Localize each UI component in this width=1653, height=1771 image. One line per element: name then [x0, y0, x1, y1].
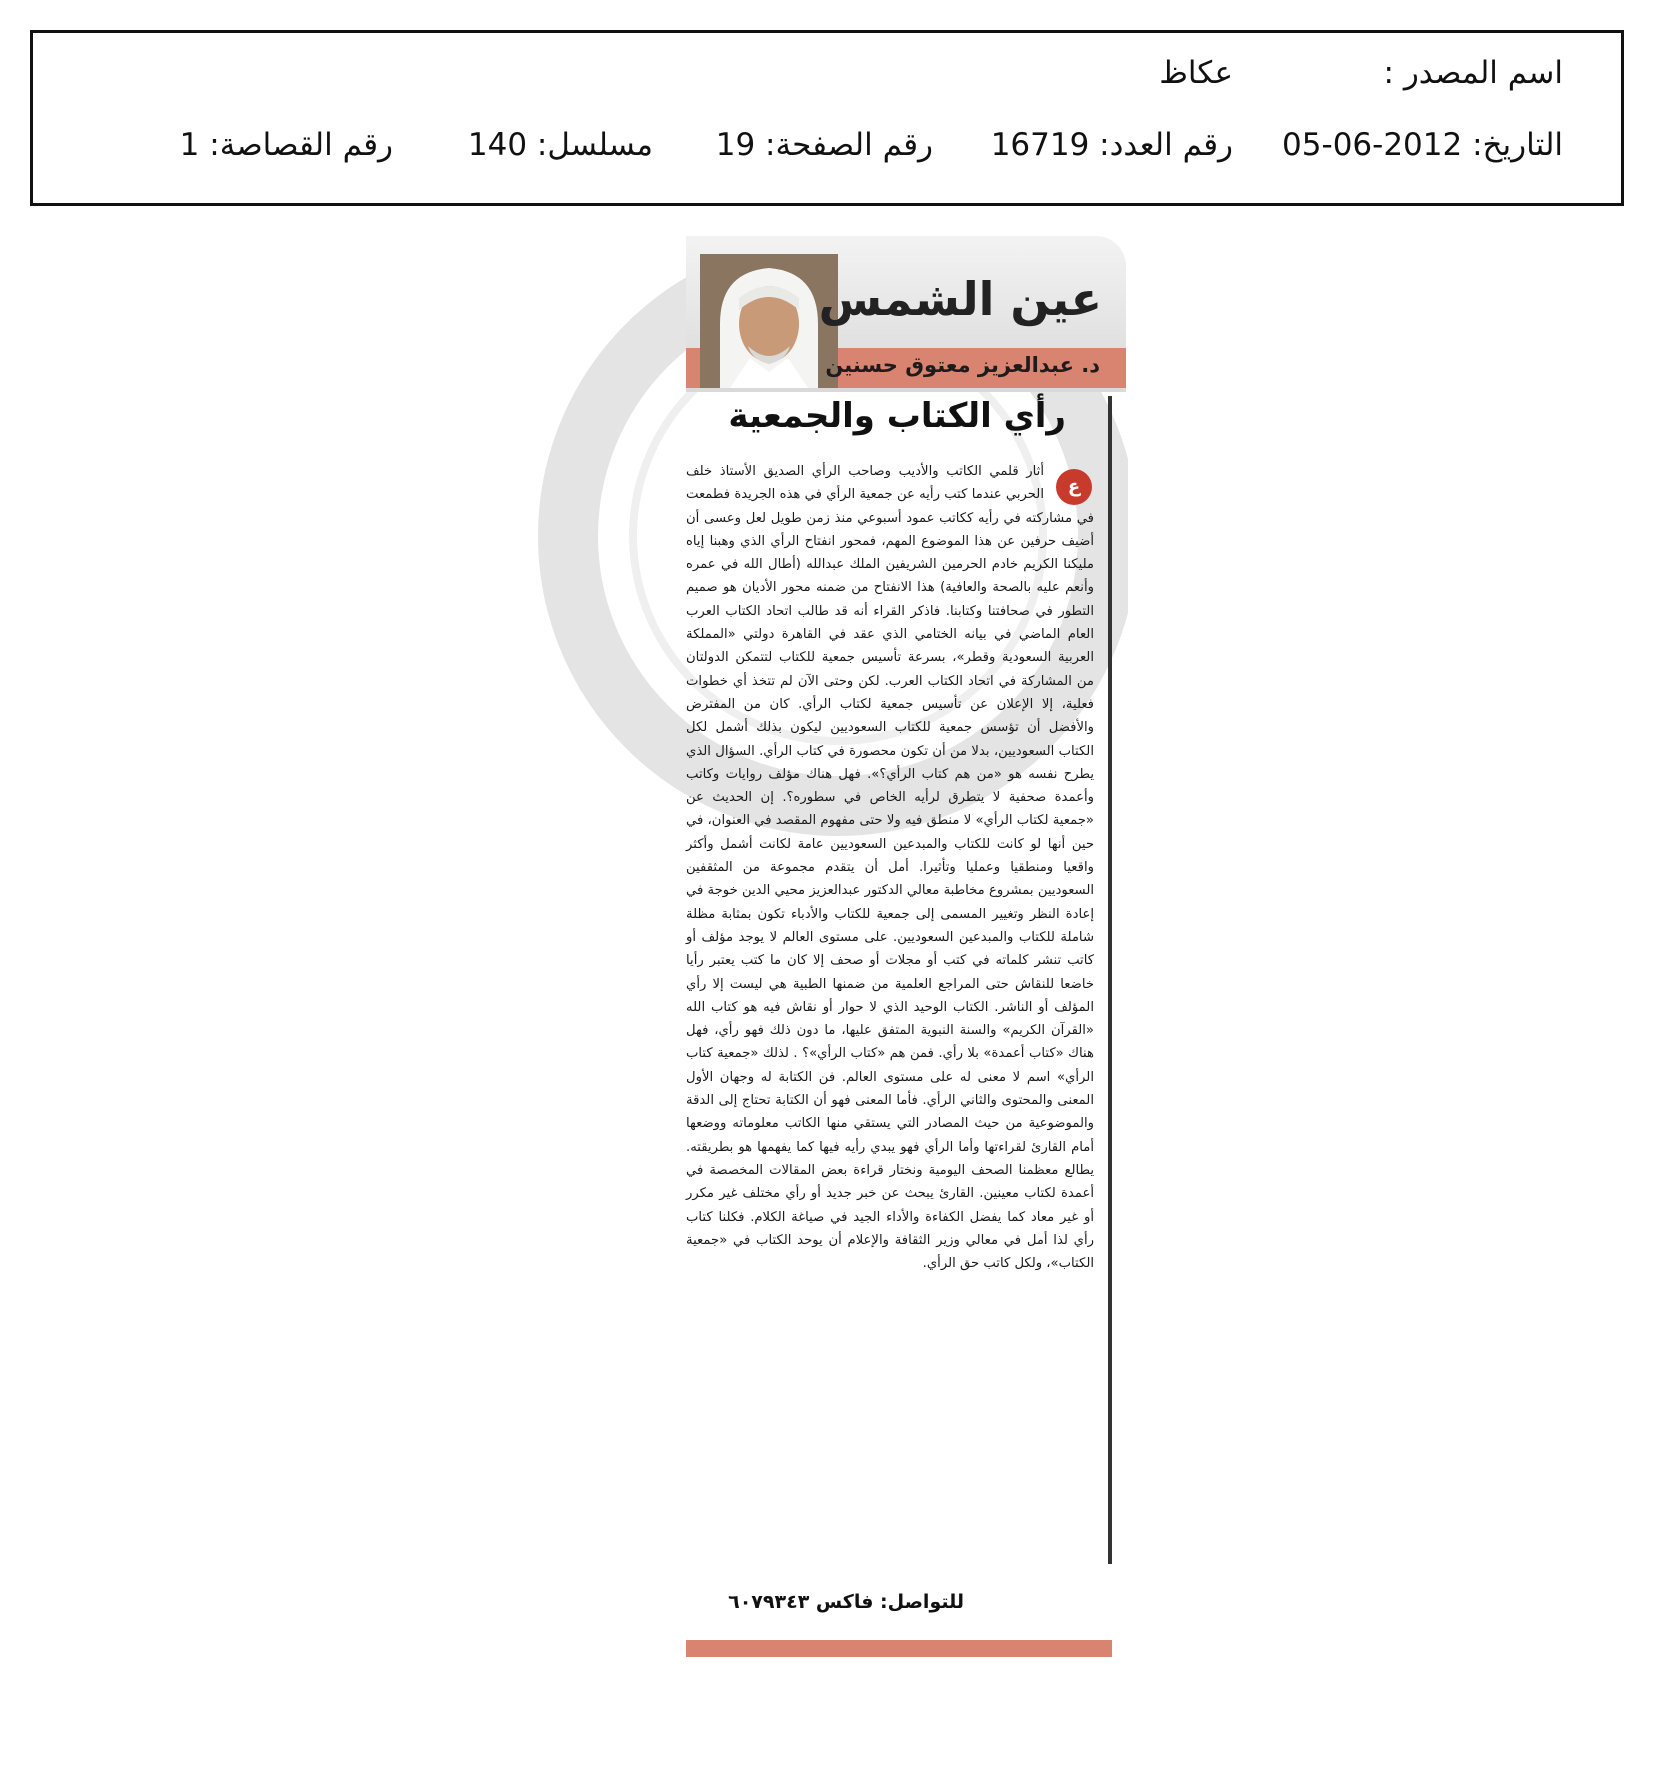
column-name: عين الشمس	[818, 272, 1102, 326]
column-banner	[686, 236, 1126, 392]
serial-field: مسلسل: 140	[467, 127, 653, 163]
source-label: اسم المصدر :	[1383, 55, 1563, 91]
author-photo	[700, 254, 838, 388]
newspaper-clipping	[686, 236, 1126, 1661]
column-rule	[1108, 396, 1112, 1564]
clip-number-field: رقم القصاصة: 1	[179, 127, 393, 163]
contact-fax: للتواصل: فاكس ٦٠٧٩٣٤٣	[728, 1591, 964, 1613]
article-body: أثار قلمي الكاتب والأديب وصاحب الرأي الصديق الأستاذ خلف الحربي عندما كتب رأيه عن جمعية الرأي في هذه الجريدة فطمعت في مشاركته في رأيه ككاتب عمود أسبوعي منذ زمن طويل لعل وعسى أن أضيف حرفين عن هذا الموضوع المهم، فمحور انفتاح الرأي الذي وهبنا إياه مليكنا الكريم خادم الحرمين الشريفين الملك عبدالله (أطال الله في عمره وأنعم عليه بالصحة والعافية) هذا الانفتاح من ضمنه محور الأديان هو صميم التطور في صحافتنا وكتابنا. فاذكر القراء أنه قد طالب اتحاد الكتاب العرب العام الماضي في بيانه الختامي الذي عقد في القاهرة دولتي «المملكة العربية السعودية وقطر»، بسرعة تأسيس جمعية للكتاب لتتمكن الدولتان من المشاركة في اتحاد الكتاب العرب. لكن وحتى الآن لم تتخذ أي خطوات فعلية، إلا الإعلان عن تأسيس جمعية لكتاب الرأي. كان من المفترض والأفضل أن تؤسس جمعية للكتاب السعوديين ليكون بذلك أشمل لكل الكتاب السعوديين، بدلا من أن تكون محصورة في كتاب الرأي. السؤال الذي يطرح نفسه هو «من هم كتاب الرأي؟». فهل هناك مؤلف روايات وكاتب وأعمدة صحفية لا يتطرق لرأيه الخاص في سطوره؟. إن الحديث عن «جمعية لكتاب الرأي» لا منطق فيه ولا حتى مفهوم المقصد في العنوان، في حين أنها لو كانت للكتاب والمبدعين السعوديين عامة لكانت أشمل وأكثر واقعيا ومنطقيا وعمليا وتأثيرا. أمل أن يتقدم مجموعة من المثقفين السعوديين بمشروع مخاطبة معالي الدكتور عبدالعزيز محيي الدين خوجة في إعادة النظر وتغيير المسمى إلى جمعية للكتاب والأدباء تكون بمثابة مظلة شاملة للكتاب والمبدعين السعوديين. على مستوى العالم لا يوجد مؤلف أو كاتب تنشر كلماته في كتب أو مجلات أو صحف إلا كان ما كتب يعتبر رأيا خاضعا للنقاش حتى المراجع العلمية من ضمنها الطبية هي ليست إلا رأي المؤلف أو الناشر. الكتاب الوحيد الذي لا حوار أو نقاش فيه هو كتاب الله «القرآن الكريم» والسنة النبوية المتفق عليها، ما دون ذلك فهو رأي، فهل هناك «كتاب أعمدة» بلا رأي. فمن هم «كتاب الرأي»؟ . لذلك «جمعية كتاب الرأي» اسم لا معنى له على مستوى العالم. فن الكتابة له وجهان الأول المعنى والمحتوى والثاني الرأي. فأما المعنى فهو أن الكتابة تحتاج إلى الدقة والموضوعية من حيث المصادر التي يستقي منها الكاتب معلوماته ووضعها أمام القارئ لقراءتها وأما الرأي فهو يبدي رأيه فيها كما يفهمها هو بطريقته. يطالع معظمنا الصحف اليومية ونختار قراءة بعض المقالات المخصصة في أعمدة لكتاب معينين. القارئ يبحث عن خبر جديد أو رأي مختلف غير مكرر أو غير معاد كما يفضل الكفاءة والأداء الجيد في صياغة الكلام. فكلنا كتاب رأي لذا أمل في معالي وزير الثقافة والإعلام أن يوحد الكتاب في «جمعية الكتاب»، ولكل كاتب حق الرأي.	[686, 464, 1094, 1272]
date-field: التاريخ: 2012-06-05	[1282, 127, 1563, 163]
source-value: عكاظ	[1159, 55, 1233, 91]
newspaper-logo-icon: ع	[1056, 469, 1092, 505]
author-name: د. عبدالعزيز معتوق حسنين	[825, 353, 1100, 377]
footer-bar	[686, 1640, 1112, 1657]
source-info-box	[30, 30, 1624, 206]
issue-field: رقم العدد: 16719	[990, 127, 1233, 163]
article-headline: رأي الكتاب والجمعية	[728, 396, 1066, 436]
page-field: رقم الصفحة: 19	[715, 127, 933, 163]
